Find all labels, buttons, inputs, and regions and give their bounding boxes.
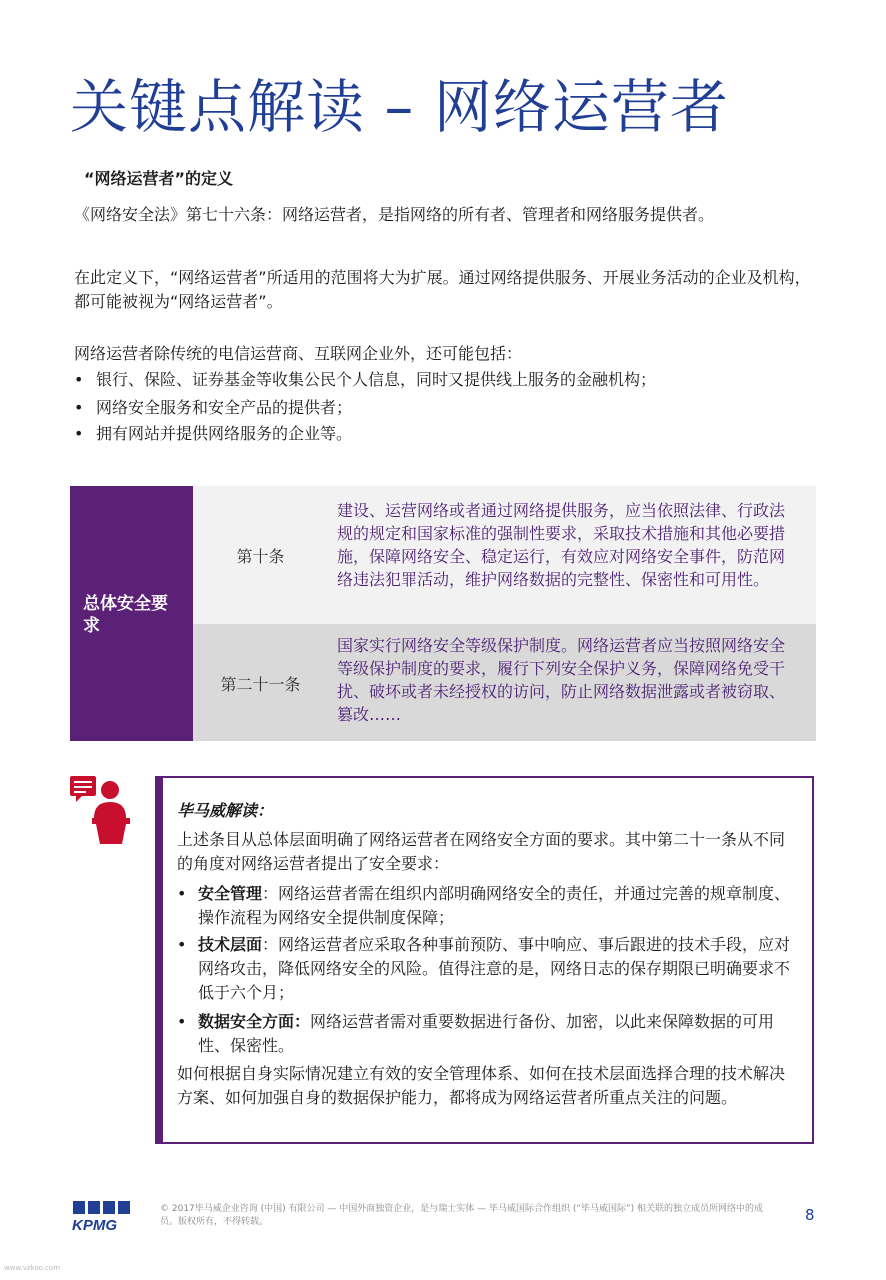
kpmg-logo bbox=[72, 1200, 134, 1232]
item-text: 网络运营者应采取各种事前预防、事中响应、事后跟进的技术手段，应对网络攻击，降低网络安全的风险。值得注意的是，网络日志的保存期限已明确要求不低于六个月； bbox=[198, 935, 791, 1002]
table-row bbox=[193, 486, 816, 624]
includes-paragraph: 网络运营者除传统的电信运营商、互联网企业外，还可能包括： bbox=[74, 344, 523, 363]
bullet-icon: • bbox=[74, 398, 84, 417]
bullet-icon: • bbox=[74, 424, 84, 443]
article-label: 第二十一条 bbox=[220, 675, 301, 694]
section-subtitle: “网络运营者”的定义 bbox=[84, 169, 234, 188]
bullet-icon: • bbox=[177, 935, 187, 954]
bullet-icon: • bbox=[74, 370, 84, 389]
bullet-icon: • bbox=[177, 1012, 187, 1031]
requirements-header-cell bbox=[70, 486, 193, 741]
item-text: 网络运营者需对重要数据进行备份、加密，以此来保障数据的可用性、保密性。 bbox=[198, 1012, 775, 1055]
list-item-text: 银行、保险、证券基金等收集公民个人信息，同时又提供线上服务的金融机构； bbox=[96, 370, 657, 389]
article-text: 建设、运营网络或者通过网络提供服务，应当依照法律、行政法规的规定和国家标准的强制性要求，采取技术措施和其他必要措施，保障网络安全、稳定运行，有效应对网络安全事件，防范网络违法犯罪活动，维护网络数据的完整性、保密性和可用性。 bbox=[337, 501, 786, 589]
page-title: 关键点解读 – 网络运营者 bbox=[70, 73, 729, 141]
table-row bbox=[193, 624, 816, 741]
list-item-text: 网络安全服务和安全产品的提供者； bbox=[96, 398, 353, 417]
definition-paragraph: 《网络安全法》第七十六条：网络运营者，是指网络的所有者、管理者和网络服务提供者。 bbox=[74, 205, 715, 224]
watermark: www.vzkoo.com bbox=[4, 1264, 60, 1272]
copyright-footer: © 2017毕马威企业咨询 (中国) 有限公司 — 中国外商独资企业，是与瑞士实体 — 毕马威国际合作组织 (“毕马威国际”) 相关联的独立成员所网络中的成员。版权所有，不得转载。 bbox=[160, 1204, 764, 1227]
article-label: 第十条 bbox=[236, 547, 285, 566]
item-term: 数据安全方面： bbox=[198, 1012, 311, 1031]
interpretation-intro: 上述条目从总体层面明确了网络运营者在网络安全方面的要求。其中第二十一条从不同的角度对网络运营者提出了安全要求： bbox=[177, 830, 786, 873]
item-text: 网络运营者需在组织内部明确网络安全的责任，并通过完善的规章制度、操作流程为网络安全提供制度保障； bbox=[198, 884, 791, 927]
interpretation-title: 毕马威解读： bbox=[177, 801, 274, 820]
logo-wordmark: KPMG bbox=[72, 1217, 117, 1232]
item-separator: ： bbox=[262, 884, 279, 903]
item-term: 安全管理 bbox=[198, 884, 263, 903]
item-separator: ： bbox=[262, 935, 279, 954]
requirements-header: 总体安全要求 bbox=[83, 594, 168, 636]
page-number: 8 bbox=[805, 1206, 815, 1224]
interpretation-outro: 如何根据自身实际情况建立有效的安全管理体系、如何在技术层面选择合理的技术解决方案、如何加强自身的数据保护能力，都将成为网络运营者所重点关注的问题。 bbox=[177, 1064, 786, 1107]
speaker-podium-icon bbox=[70, 772, 134, 844]
article-text: 国家实行网络安全等级保护制度。网络运营者应当按照网络安全等级保护制度的要求，履行下列安全保护义务，保障网络免受干扰、破坏或者未经授权的访问，防止网络数据泄露或者被窃取、篡改…… bbox=[337, 636, 786, 724]
item-term: 技术层面 bbox=[198, 935, 263, 954]
requirements-table bbox=[70, 486, 816, 741]
list-item-text: 拥有网站并提供网络服务的企业等。 bbox=[96, 424, 353, 443]
scope-paragraph: 在此定义下，“网络运营者”所适用的范围将大为扩展。通过网络提供服务、开展业务活动的企业及机构，都可能被视为“网络运营者”。 bbox=[74, 268, 811, 311]
bullet-icon: • bbox=[177, 884, 187, 903]
